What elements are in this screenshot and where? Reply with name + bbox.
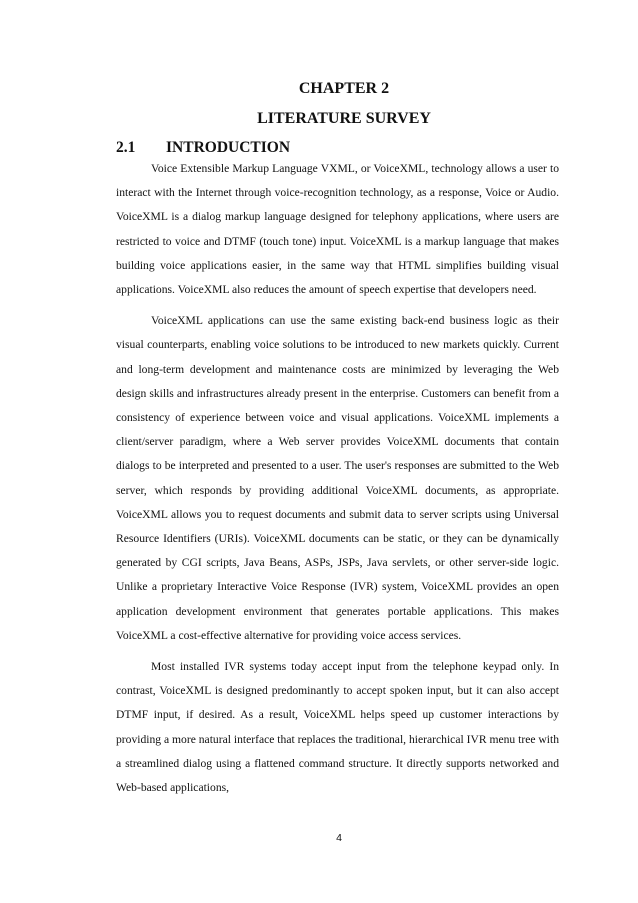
section-heading	[116, 139, 290, 157]
chapter-number: CHAPTER 2	[298, 80, 390, 97]
page-number: 4	[336, 832, 342, 844]
chapter-title: LITERATURE SURVEY	[257, 110, 431, 127]
body-text	[116, 157, 559, 800]
paragraph: VoiceXML applications can use the same existing back-end business logic as their visual counterparts, enabling voice solutions to be introduced to new markets quickly. Current and long-term development and maintenance costs are minimized by leveraging the Web design skills and infrastructures already present in the enterprise. Customers can benefit from a consistency of experience between voice and visual applications. VoiceXML implements a client/server paradigm, where a Web server provides VoiceXML documents that contain dialogs to be interpreted and presented to a user. The user's responses are submitted to the Web server, which responds by providing additional VoiceXML documents, as appropriate. VoiceXML allows you to request documents and submit data to server scripts using Universal Resource Identifiers (URIs). VoiceXML documents can be static, or they can be dynamically generated by CGI scripts, Java Beans, ASPs, JSPs, Java servlets, or other server-side logic. Unlike a proprietary Interactive Voice Response (IVR) system, VoiceXML provides an open application development environment that generates portable applications. This makes VoiceXML a cost-effective alternative for providing voice access services.	[116, 314, 559, 642]
paragraph: Voice Extensible Markup Language VXML, or VoiceXML, technology allows a user to interact with the Internet through voice-recognition technology, as a response, Voice or Audio. VoiceXML is a dialog markup language designed for telephony applications, where users are restricted to voice and DTMF (touch tone) input. VoiceXML is a markup language that makes building voice applications easier, in the same way that HTML simplifies building visual applications. VoiceXML also reduces the amount of speech expertise that developers need.	[116, 162, 559, 297]
paragraph: Most installed IVR systems today accept input from the telephone keypad only. In contrast, VoiceXML is designed predominantly to accept spoken input, but it can also accept DTMF input, if desired. As a result, VoiceXML helps speed up customer interactions by providing a more natural interface that replaces the traditional, hierarchical IVR menu tree with a streamlined dialog using a flattened command structure. It directly supports networked and Web-based applications,	[116, 660, 559, 795]
section-number: 2.1	[116, 139, 136, 156]
section-title: INTRODUCTION	[166, 139, 291, 156]
